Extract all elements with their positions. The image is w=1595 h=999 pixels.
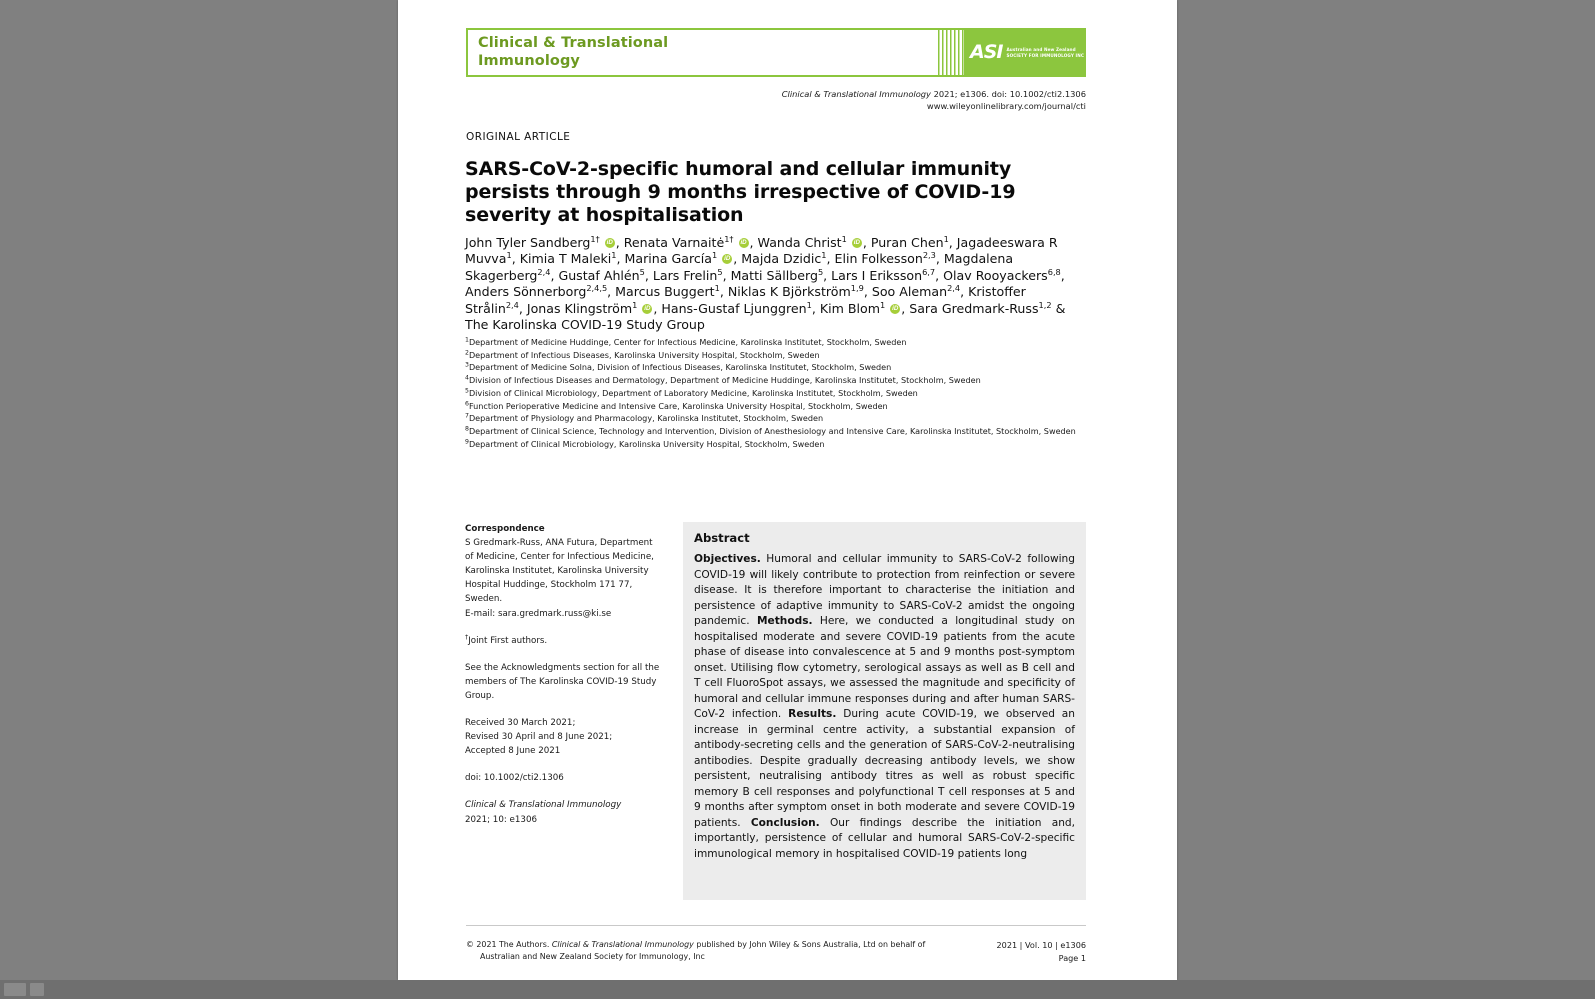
copyright-journal: Clinical & Translational Immunology <box>551 940 694 949</box>
abstract-heading: Abstract <box>694 531 750 545</box>
copyright-pre: © 2021 The Authors. <box>466 940 552 949</box>
orcid-icon <box>722 254 732 264</box>
pdf-page <box>398 0 1177 980</box>
copyright-line2: Australian and New Zealand Society for Immunology, Inc <box>480 951 705 961</box>
acknowledgments-note: See the Acknowledgments section for all the members of The Karolinska COVID-19 Study Group. <box>465 662 660 701</box>
orcid-icon <box>605 238 615 248</box>
footer-page-number: Page 1 <box>1058 952 1086 963</box>
article-type-label: ORIGINAL ARTICLE <box>466 131 571 143</box>
society-logo <box>964 28 1086 77</box>
journal-citation-rest: 2021; e1306. doi: 10.1002/cti2.1306 <box>930 89 1086 99</box>
asi-logo-mark: ASI <box>970 41 1003 63</box>
author-list: John Tyler Sandberg$^{1\dagger}$ iD , Renata Varnaitė$^{1\dagger}$ iD , Wanda Christ$^1$ iD , Puran Chen$^1$, Jagadeeswara R Muvva$^1$, Kimia T Maleki$^1$, Marina García$^1$ iD , Majda Dzidic$^1$, Elin Folkesson$^{2,3}$, Magdalena Skagerberg$^{2,4}$, Gustaf Ahlén$^5$, Lars Frelin$^5$, Matti Sällberg$^5$, Lars I Eriksson$^{6,7}$, Olav Rooyackers$^{6,8}$, Anders Sönnerborg$^{2,4,5}$, Marcus Buggert$^1$, Niklas K Björkström$^{1,9}$, Soo Aleman$^{2,4}$, Kristoffer Strålin$^{2,4}$, Jonas Klingström$^1$ iD , Hans-Gustaf Ljunggren$^1$, Kim Blom$^1$ iD , Sara Gredmark-Russ$^{1,2}$ & The Karolinska COVID-19 Study Group <box>465 235 1087 334</box>
journal-masthead <box>466 28 1086 77</box>
journal-citation <box>466 88 1086 100</box>
taskbar-button-2[interactable] <box>30 983 44 996</box>
barcode-stripes-icon <box>938 28 964 77</box>
footer-divider <box>466 925 1086 926</box>
orcid-icon <box>739 238 749 248</box>
journal-reference <box>466 88 1086 112</box>
society-logo-text <box>1006 47 1084 58</box>
orcid-icon <box>852 238 862 248</box>
affiliation-list: $^1$Department of Medicine Huddinge, Center for Infectious Medicine, Karolinska Institutet, Stockholm, Sweden $^2$Department of Infectious Diseases, Karolinska University Hospital, Stockholm, Sweden $^3$Department of Medicine Solna, Division of Infectious Diseases, Karolinska Institutet, Stockholm, Sweden $^4$Division of Infectious Diseases and Dermatology, Department of Medicine Huddinge, Karolinska Institutet, Stockholm, Sweden $^5$Division of Clinical Microbiology, Department of Laboratory Medicine, Karolinska Institutet, Stockholm, Sweden $^6$Function Perioperative Medicine and Intensive Care, Karolinska University Hospital, Stockholm, Sweden $^7$Department of Physiology and Pharmacology, Karolinska Institutet, Stockholm, Sweden $^8$Department of Clinical Science, Technology and Intervention, Division of Anesthesiology and Intensive Care, Karolinska Institutet, Stockholm, Sweden $^9$Department of Clinical Microbiology, Karolinska University Hospital, Stockholm, Sweden <box>465 336 1076 449</box>
journal-title-line1: Clinical & Translational <box>478 35 669 52</box>
journal-title-block <box>466 28 938 77</box>
copyright-post: published by John Wiley & Sons Australia, Ltd on behalf of <box>693 940 926 949</box>
joint-first-text: Joint First authors. <box>468 635 548 646</box>
orcid-icon <box>890 304 900 314</box>
journal-title-line2: Immunology <box>478 52 580 69</box>
footer-copyright <box>466 939 926 963</box>
journal-volume-block <box>465 798 661 826</box>
abstract-box <box>683 522 1086 900</box>
correspondence-email[interactable]: sara.gredmark.russ@ki.se <box>497 608 612 619</box>
correspondence-email-label: E-mail: <box>465 608 498 619</box>
journal-name-italic: Clinical & Translational Immunology <box>465 800 622 811</box>
joint-first-marker: † <box>465 632 469 641</box>
journal-url[interactable]: www.wileyonlinelibrary.com/journal/cti <box>926 101 1086 112</box>
joint-first-authors-note <box>465 634 661 648</box>
correspondence-heading: Correspondence <box>465 524 545 534</box>
society-logo-line1: Australian and New Zealand <box>1006 47 1076 53</box>
society-logo-line2: SOCIETY FOR IMMUNOLOGY INC <box>1006 52 1084 58</box>
date-revised: Revised 30 April and 8 June 2021; <box>465 732 613 743</box>
date-accepted: Accepted 8 June 2021 <box>465 746 561 757</box>
article-dates <box>465 716 661 758</box>
taskbar[interactable] <box>0 980 1595 999</box>
page-title: SARS-CoV-2-specific humoral and cellular immunity persists through 9 months irrespective of COVID-19 severity at hospitalisation <box>465 158 1016 227</box>
date-received: Received 30 March 2021; <box>465 718 576 729</box>
abstract-text: Objectives. Humoral and cellular immunity to SARS-CoV-2 following COVID-19 will likely contribute to protection from reinfection or severe disease. It is therefore important to characterise the initiation and persistence of adaptive immunity to SARS-CoV-2 amidst the ongoing pandemic. Methods. Here, we conducted a longitudinal study on hospitalised moderate and severe COVID-19 patients from the acute phase of disease into convalescence at 5 and 9 months post-symptom onset. Utilising flow cytometry, serological assays as well as B cell and T cell FluoroSpot assays, we assessed the magnitude and specificity of humoral and cellular immune responses during and after human SARS-CoV-2 infection. Results. During acute COVID-19, we observed an increase in germinal centre activity, a substantial expansion of antibody-secreting cells and the generation of SARS-CoV-2-neutralising antibodies. Despite gradually decreasing antibody levels, we show persistent, neutralising antibody titres as well as robust specific memory B cell responses and polyfunctional T cell responses at 5 and 9 months after symptom onset in both moderate and severe COVID-19 patients. Conclusion. Our findings describe the initiation and, importantly, persistence of cellular and humoral SARS-CoV-2-specific immunological memory in hospitalised COVID-19 patients long <box>694 553 1076 860</box>
journal-volume: 2021; 10: e1306 <box>465 814 537 825</box>
footer-page-info <box>938 939 1086 964</box>
orcid-icon <box>642 304 652 314</box>
correspondence-address: S Gredmark-Russ, ANA Futura, Department of Medicine, Center for Infectious Medicine, Karolinska Institutet, Karolinska University Hospital Huddinge, Stockholm 171 77, Sweden. <box>465 538 654 605</box>
footer-volume-ref: 2021 | Vol. 10 | e1306 <box>996 940 1086 950</box>
article-doi[interactable]: doi: 10.1002/cti2.1306 <box>465 773 564 784</box>
journal-citation-title: Clinical & Translational Immunology <box>781 89 931 99</box>
correspondence-address-group <box>465 522 661 621</box>
correspondence-block <box>465 522 661 840</box>
taskbar-button-1[interactable] <box>4 983 26 996</box>
